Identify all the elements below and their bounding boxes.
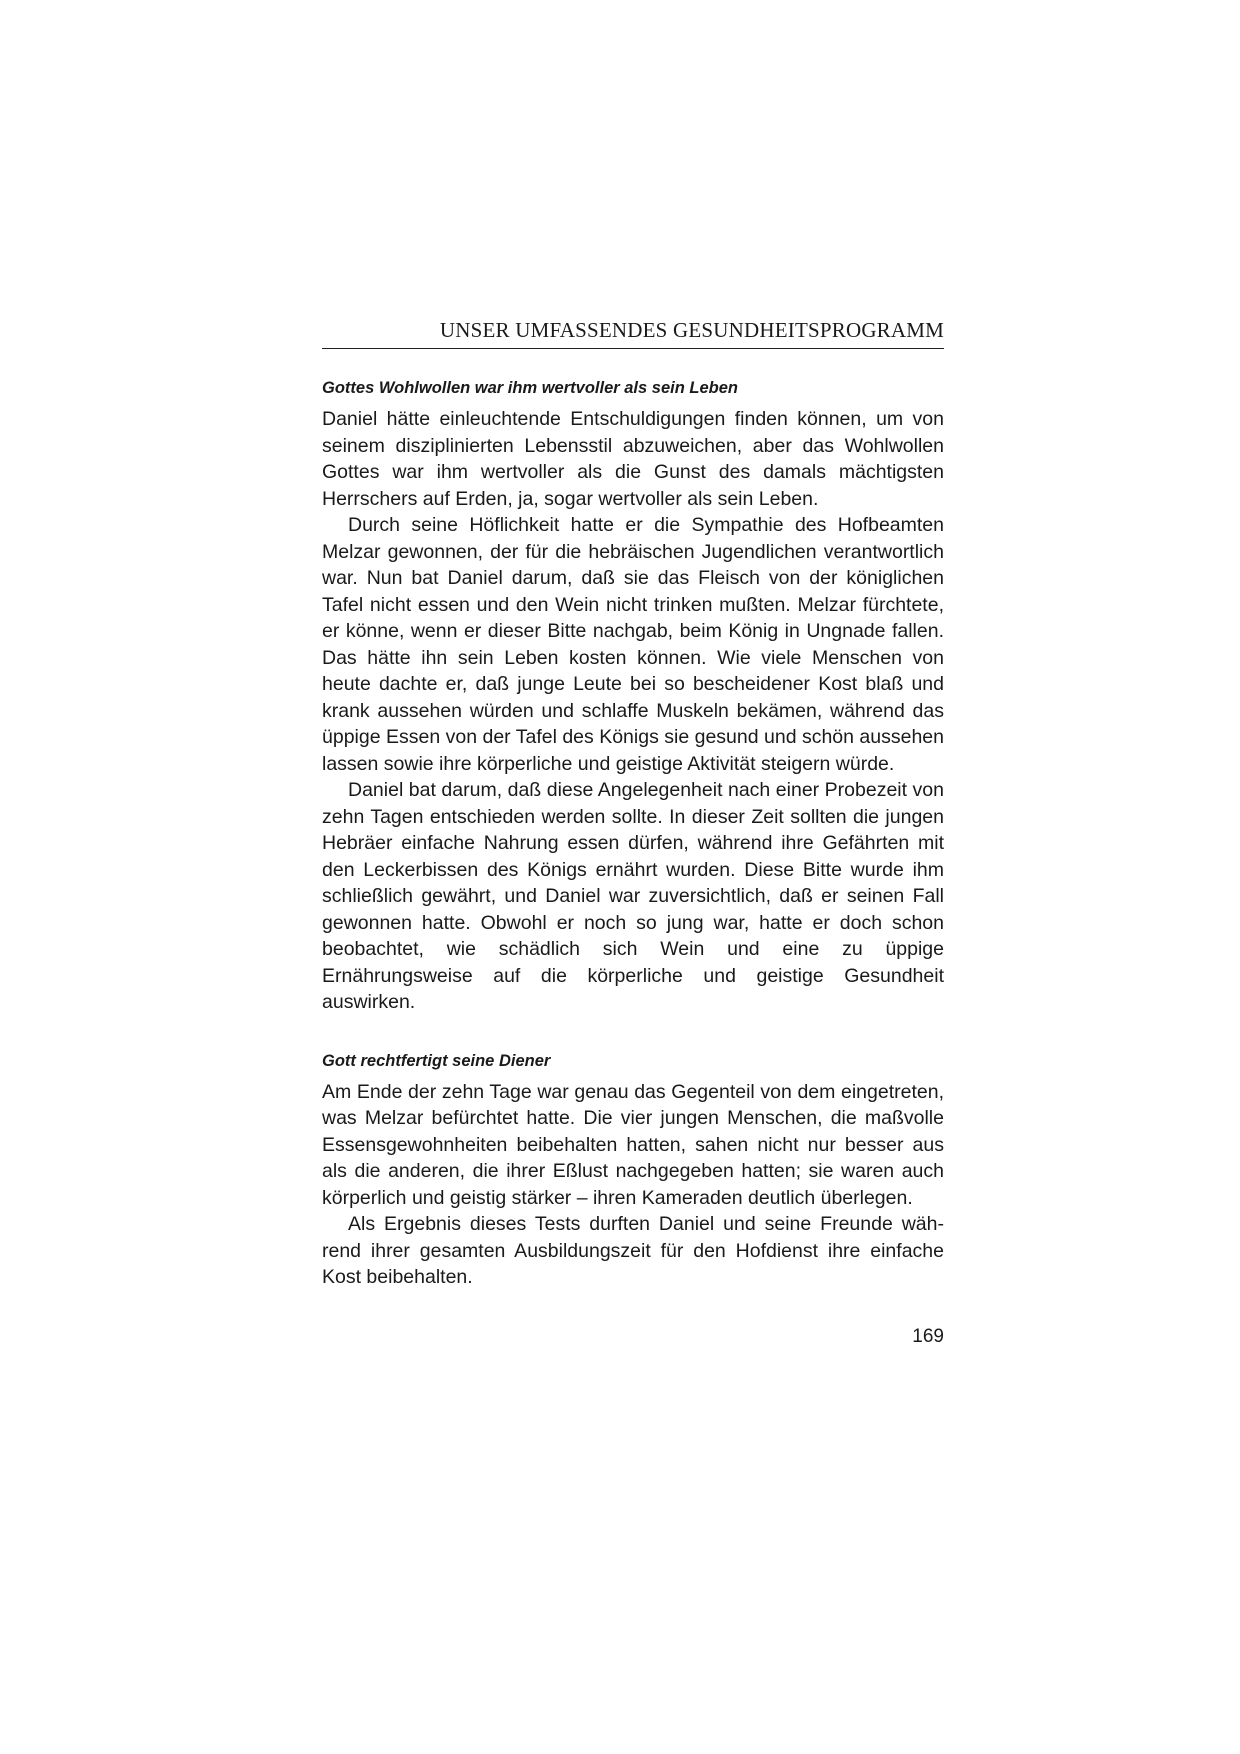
section-heading: Gott rechtfertigt seine Diener [322, 1051, 551, 1070]
paragraph: Als Ergebnis dieses Tests durften Daniel und seine Freunde während ihrer gesamten Ausbildungszeit für den Hofdienst ihre einfache Kost beibehalten. [322, 1213, 944, 1288]
book-page [322, 318, 944, 1349]
paragraph: Daniel bat darum, daß diese Angelegenheit nach einer Probezeit von zehn Tagen entschieden werden sollte. In dieser Zeit sollten die jungen Hebräer einfache Nahrung essen dürfen, während ihre Gefährten mit den Leckerbissen des Königs ernährt wurden. Diese Bitte wurde ihm schließlich gewährt, und Daniel war zuversichtlich, daß er seinen Fall gewonnen hatte. Obwohl er noch so jung war, hatte er doch schon beobachtet, wie schädlich sich Wein und eine zu üppige Ernährungsweise auf die körperliche und geistige Gesundheit auswirken. [322, 779, 944, 1013]
running-head: UNSER UMFASSENDES GESUNDHEITSPROGRAMM [322, 318, 944, 349]
section-heading: Gottes Wohlwollen war ihm wertvoller als sein Leben [322, 379, 738, 397]
page-number: 169 [912, 1325, 944, 1347]
paragraph: Durch seine Höflichkeit hatte er die Sympathie des Hofbeamten Melzar gewonnen, der für die hebräischen Jugendlichen verantwortlich war. Nun bat Daniel darum, daß sie das Fleisch von der königlichen Tafel nicht essen und den Wein nicht trinken mußten. Melzar fürchtete, er könne, wenn er dieser Bitte nachgab, beim König in Ungnade fallen. Das hätte ihn sein Leben kosten können. Wie viele Menschen von heute dachte er, daß junge Leute bei so bescheidener Kost blaß und krank aussehen würden und schlaffe Muskeln bekämen, während das üppige Essen von der Tafel des Königs sie gesund und schön aussehen lassen sowie ihre körperliche und geistige Aktivität steigern würde. [322, 514, 944, 775]
section-1 [322, 377, 944, 1016]
paragraph: Daniel hätte einleuchtende Entschuldigungen finden können, um von seinem disziplinierten Lebensstil abzuweichen, aber das Wohlwollen Gottes war ihm wertvoller als die Gunst des damals mächtigsten Herrschers auf Erden, ja, sogar wertvoller als sein Leben. [322, 408, 944, 510]
section-2 [322, 1050, 944, 1291]
paragraph: Am Ende der zehn Tage war genau das Gegenteil von dem eingetreten, was Melzar befürchtet hatte. Die vier jungen Menschen, die maßvolle Essensgewohnheiten beibehalten hatten, sahen nicht nur besser aus als die anderen, die ihrer Eßlust nachgegeben hatten; sie waren auch körperlich und geistig stärker – ihren Kameraden deutlich überlegen. [322, 1080, 944, 1209]
